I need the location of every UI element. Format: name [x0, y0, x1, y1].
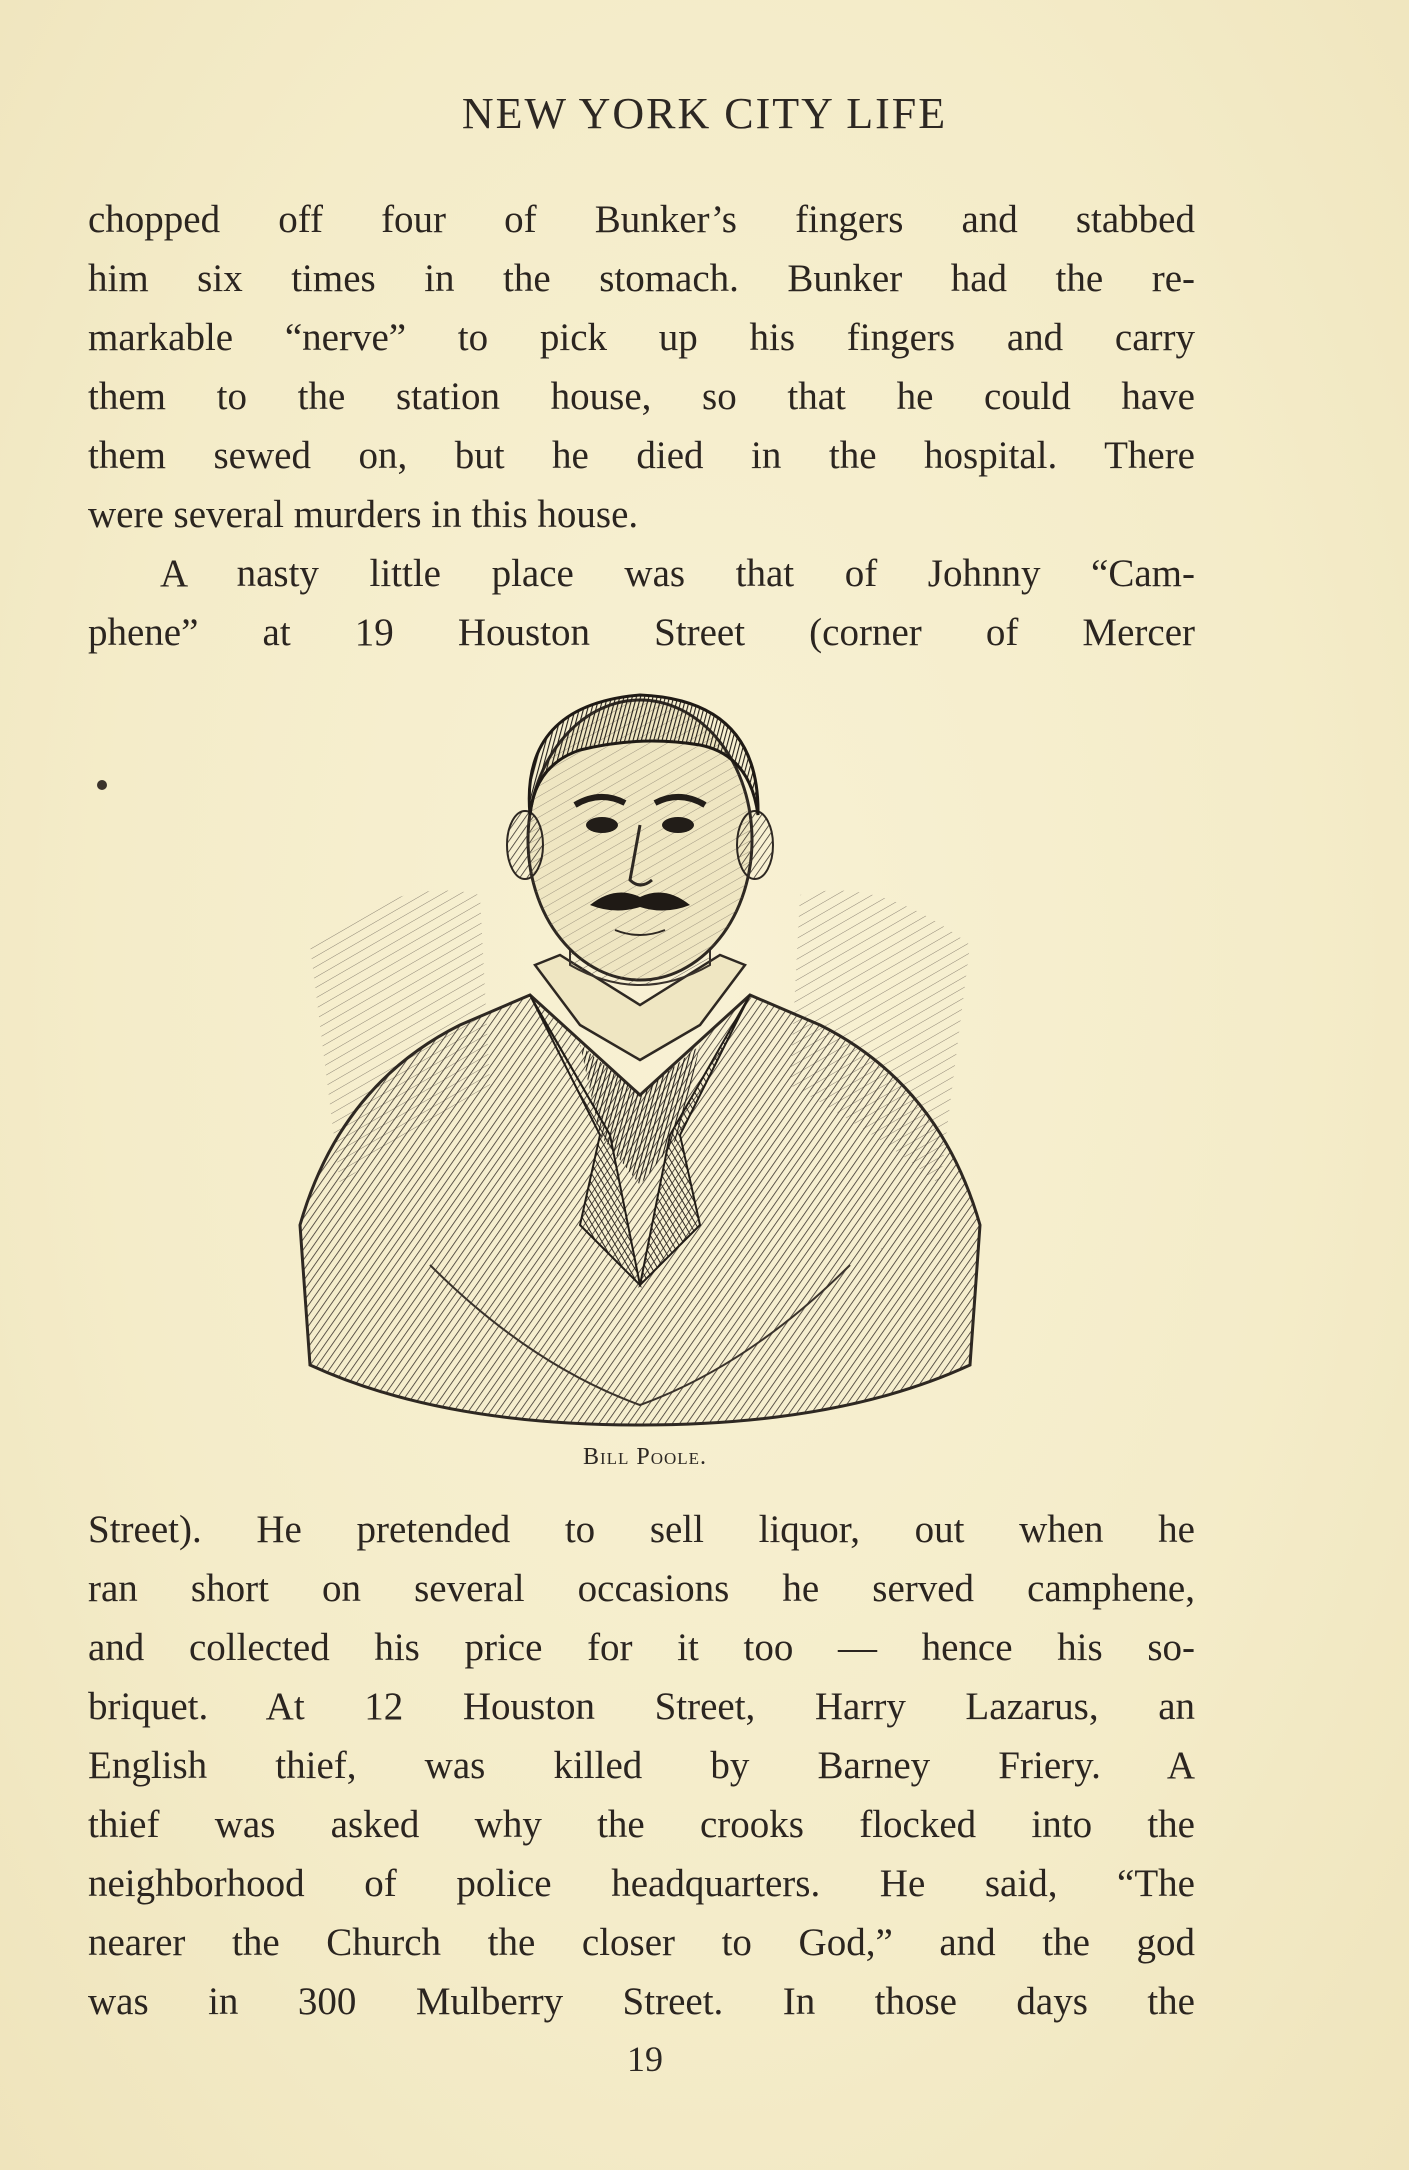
text-line: neighborhood of police headquarters. He said, “The — [88, 1862, 1195, 1905]
text-line: nearer the Church the closer to God,” and the god — [88, 1921, 1195, 1964]
ink-speck — [97, 780, 107, 790]
figure-caption — [0, 1444, 1290, 1471]
text-line: English thief, was killed by Barney Friery. A — [88, 1744, 1195, 1787]
running-title: NEW YORK CITY LIFE — [461, 89, 948, 138]
text-line: A nasty little place was that of Johnny “Cam- — [160, 552, 1195, 595]
paragraph-block-bottom — [88, 1500, 1195, 2031]
text-line: markable “nerve” to pick up his fingers and carry — [88, 316, 1195, 359]
text-line: ran short on several occasions he served camphene, — [88, 1567, 1195, 1610]
text-line: was in 300 Mulberry Street. In those days the — [88, 1980, 1195, 2023]
text-line: and collected his price for it too — hence his so- — [88, 1626, 1195, 1669]
text-line: briquet. At 12 Houston Street, Harry Lazarus, an — [88, 1685, 1195, 1728]
text-line: phene” at 19 Houston Street (corner of Mercer — [88, 611, 1195, 654]
text-line: were several murders in this house. — [88, 493, 639, 536]
text-line: thief was asked why the crooks flocked into the — [88, 1803, 1195, 1846]
portrait-engraving — [280, 665, 1000, 1435]
page-number: 19 — [627, 2039, 663, 2079]
paragraph-block-top — [88, 190, 1195, 662]
text-line: him six times in the stomach. Bunker had the re- — [88, 257, 1195, 300]
text-line: them to the station house, so that he could have — [88, 375, 1195, 418]
text-line: Street). He pretended to sell liquor, out when he — [88, 1508, 1195, 1551]
text-line: them sewed on, but he died in the hospital. There — [88, 434, 1195, 477]
text-line: chopped off four of Bunker’s fingers and stabbed — [88, 198, 1195, 241]
caption-text: Bill Poole. — [582, 1444, 708, 1470]
